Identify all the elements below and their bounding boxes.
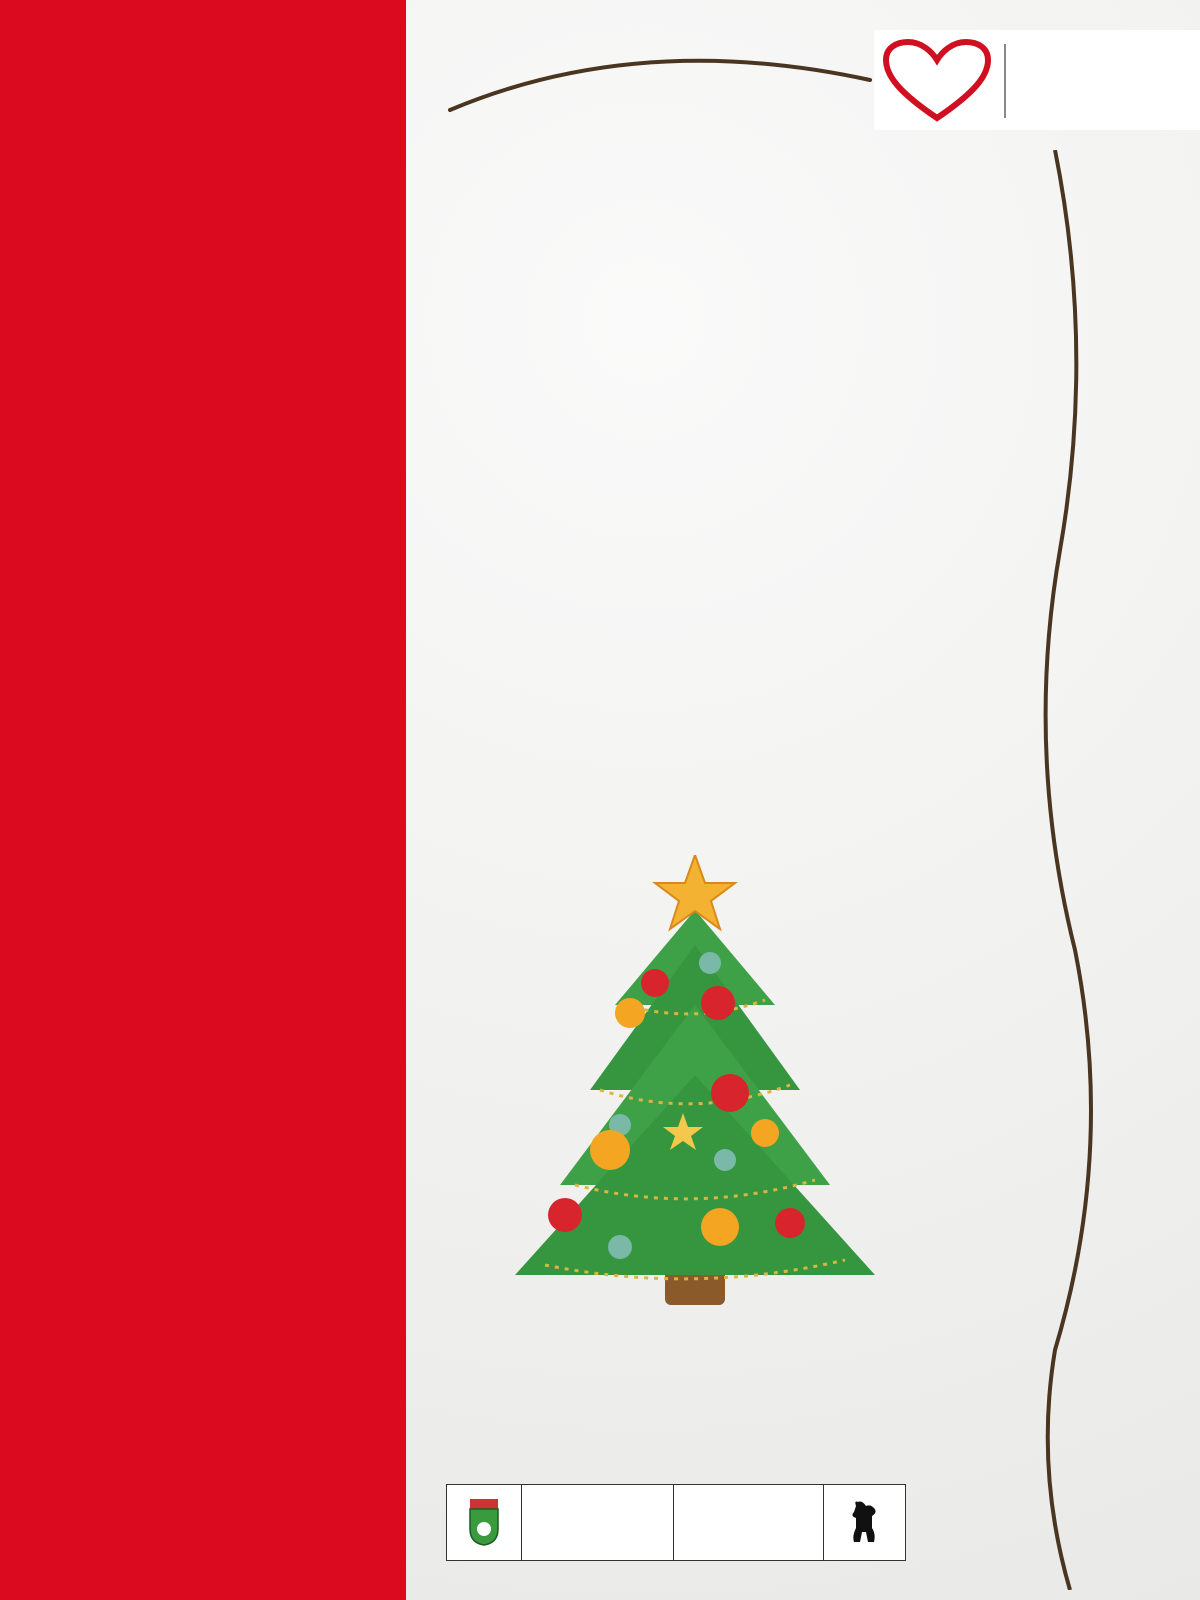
christmas-tree-icon: [515, 855, 875, 1335]
sponsor-divider: [823, 1485, 824, 1560]
pine-garland-icon: [440, 20, 880, 150]
sponsor-divider: [673, 1485, 674, 1560]
pine-garland-icon: [975, 150, 1175, 1590]
district-coat-of-arms-icon: [466, 1497, 502, 1547]
sponsor-logos: [446, 1484, 906, 1561]
awo-heart-icon: [880, 38, 995, 124]
info-sidebar: [0, 0, 406, 1600]
sponsor-divider: [521, 1485, 522, 1560]
logo-divider: [1004, 44, 1006, 118]
berlin-bear-icon: [848, 1498, 880, 1546]
